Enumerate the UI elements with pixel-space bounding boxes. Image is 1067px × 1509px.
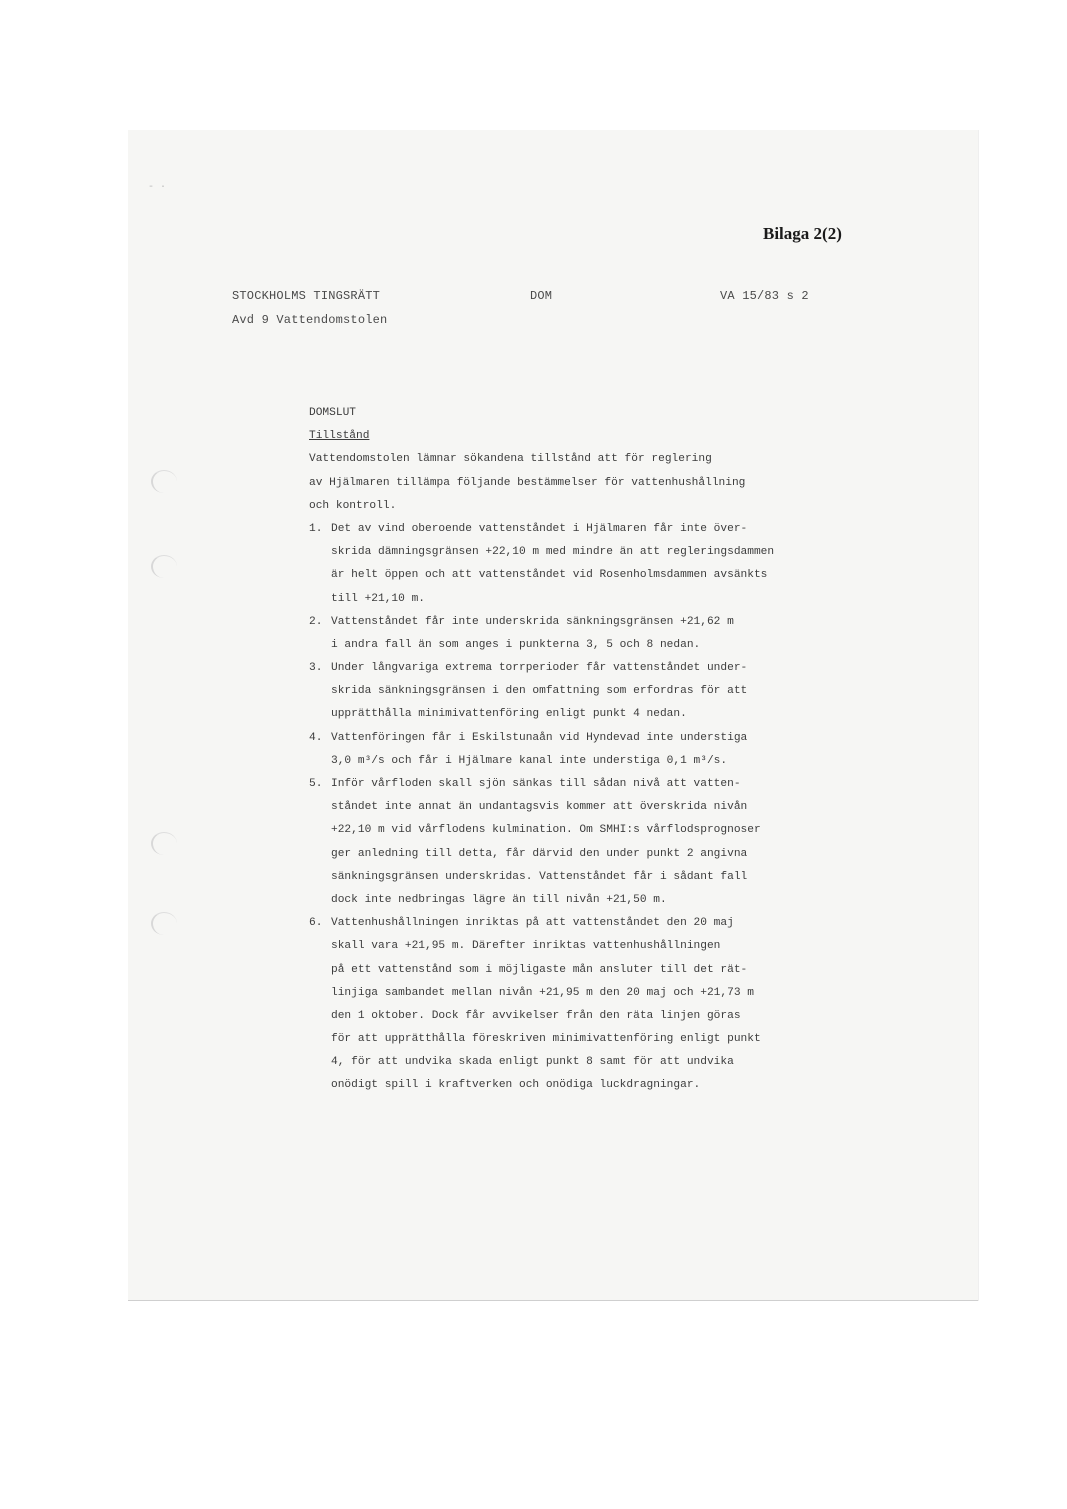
provision-line xyxy=(309,611,849,634)
subheading: Tillstånd xyxy=(309,430,370,443)
provision-number: 5. xyxy=(309,778,323,790)
provision-line xyxy=(309,750,849,773)
provision-item xyxy=(309,912,849,1098)
provision-line xyxy=(309,959,849,982)
provision-text: sänkningsgränsen underskridas. Vattenståndet får i sådant fall xyxy=(331,870,748,883)
provision-text: i andra fall än som anges i punkterna 3, 5 och 8 nedan. xyxy=(331,638,701,651)
provision-text: 3,0 m³/s och får i Hjälmare kanal inte understiga 0,1 m³/s. xyxy=(331,754,728,767)
court-division: Avd 9 Vattendomstolen xyxy=(232,313,388,327)
provision-line xyxy=(309,982,849,1005)
intro-line: och kontroll. xyxy=(309,499,397,512)
case-reference: VA 15/83 s 2 xyxy=(720,289,809,303)
provision-text: dock inte nedbringas lägre än till nivån +21,50 m. xyxy=(331,893,667,906)
provision-line xyxy=(309,843,849,866)
intro-line: av Hjälmaren tillämpa följande bestämmelser för vattenhushållning xyxy=(309,476,746,489)
provision-line xyxy=(309,657,849,680)
provision-number: 2. xyxy=(309,615,323,628)
provision-line xyxy=(309,866,849,889)
provision-line xyxy=(309,1074,849,1097)
provision-item xyxy=(309,518,849,611)
document-type: DOM xyxy=(530,289,553,303)
provision-line xyxy=(309,796,849,819)
provision-text: för att upprätthålla föreskriven minimivattenföring enligt punkt xyxy=(331,1033,761,1046)
provision-item xyxy=(309,657,849,727)
provision-item xyxy=(309,611,849,657)
section-title: DOMSLUT xyxy=(309,407,356,419)
provision-text: upprätthålla minimivattenföring enligt punkt 4 nedan. xyxy=(331,708,687,721)
ruling-body xyxy=(309,402,849,1098)
provision-text: linjiga sambandet mellan nivån +21,95 m den 20 maj och +21,73 m xyxy=(331,986,754,999)
provision-text: skrida dämningsgränsen +22,10 m med mindre än att regleringsdammen xyxy=(331,546,775,559)
court-name: STOCKHOLMS TINGSRÄTT xyxy=(232,289,381,303)
provision-line xyxy=(309,703,849,726)
scan-specks: - · xyxy=(148,182,167,193)
provision-text: ståndet inte annat än undantagsvis kommer att överskrida nivån xyxy=(331,801,748,814)
provision-text: på ett vattenstånd som i möjligaste mån ansluter till det rät- xyxy=(331,963,748,976)
provision-text: skall vara +21,95 m. Därefter inriktas vattenhushållningen xyxy=(331,940,721,953)
provision-text: Det av vind oberoende vattenståndet i Hjälmaren får inte över- xyxy=(331,522,748,535)
provision-line xyxy=(309,819,849,842)
punch-hole xyxy=(151,555,177,578)
provision-text: Under långvariga extrema torrperioder får vattenståndet under- xyxy=(331,662,748,675)
provision-line xyxy=(309,912,849,935)
provision-text: Inför vårfloden skall sjön sänkas till sådan nivå att vatten- xyxy=(331,778,741,790)
provision-line xyxy=(309,564,849,587)
provision-line xyxy=(309,773,849,796)
provision-text: Vattenståndet får inte underskrida sänkningsgränsen +21,62 m xyxy=(331,615,734,628)
intro-paragraph xyxy=(309,448,849,518)
punch-hole xyxy=(151,470,177,493)
provision-line xyxy=(309,1005,849,1028)
provision-line xyxy=(309,1028,849,1051)
punch-hole xyxy=(151,832,177,855)
provision-line xyxy=(309,889,849,912)
provision-line xyxy=(309,680,849,703)
provision-item xyxy=(309,773,849,912)
provision-text: till +21,10 m. xyxy=(331,592,425,605)
provision-line xyxy=(309,1051,849,1074)
provision-text: skrida sänkningsgränsen i den omfattning som erfordras för att xyxy=(331,685,748,698)
provision-text: ger anledning till detta, får därvid den under punkt 2 angivna xyxy=(331,847,748,860)
provision-line xyxy=(309,541,849,564)
provision-line xyxy=(309,588,849,611)
provision-line xyxy=(309,634,849,657)
attachment-label: Bilaga 2(2) xyxy=(763,224,842,243)
provision-line xyxy=(309,518,849,541)
provision-text: onödigt spill i kraftverken och onödiga luckdragningar. xyxy=(331,1079,701,1092)
provision-item xyxy=(309,727,849,773)
provision-line xyxy=(309,935,849,958)
provision-text: 4, för att undvika skada enligt punkt 8 samt för att undvika xyxy=(331,1056,734,1069)
provision-text: +22,10 m vid vårflodens kulmination. Om SMHI:s vårflodsprognoser xyxy=(331,824,761,837)
provision-list xyxy=(309,518,849,1098)
provision-number: 6. xyxy=(309,917,323,930)
provision-text: Vattenhushållningen inriktas på att vattenståndet den 20 maj xyxy=(331,917,734,930)
intro-line: Vattendomstolen lämnar sökandena tillstånd att för reglering xyxy=(309,453,712,466)
provision-line xyxy=(309,727,849,750)
provision-number: 4. xyxy=(309,731,323,744)
provision-number: 1. xyxy=(309,522,323,535)
provision-number: 3. xyxy=(309,662,323,675)
provision-text: är helt öppen och att vattenståndet vid Rosenholmsdammen avsänkts xyxy=(331,569,768,582)
provision-text: Vattenföringen får i Eskilstunaån vid Hyndevad inte understiga xyxy=(331,731,748,744)
provision-text: den 1 oktober. Dock får avvikelser från den räta linjen göras xyxy=(331,1009,741,1022)
punch-hole xyxy=(151,912,177,935)
